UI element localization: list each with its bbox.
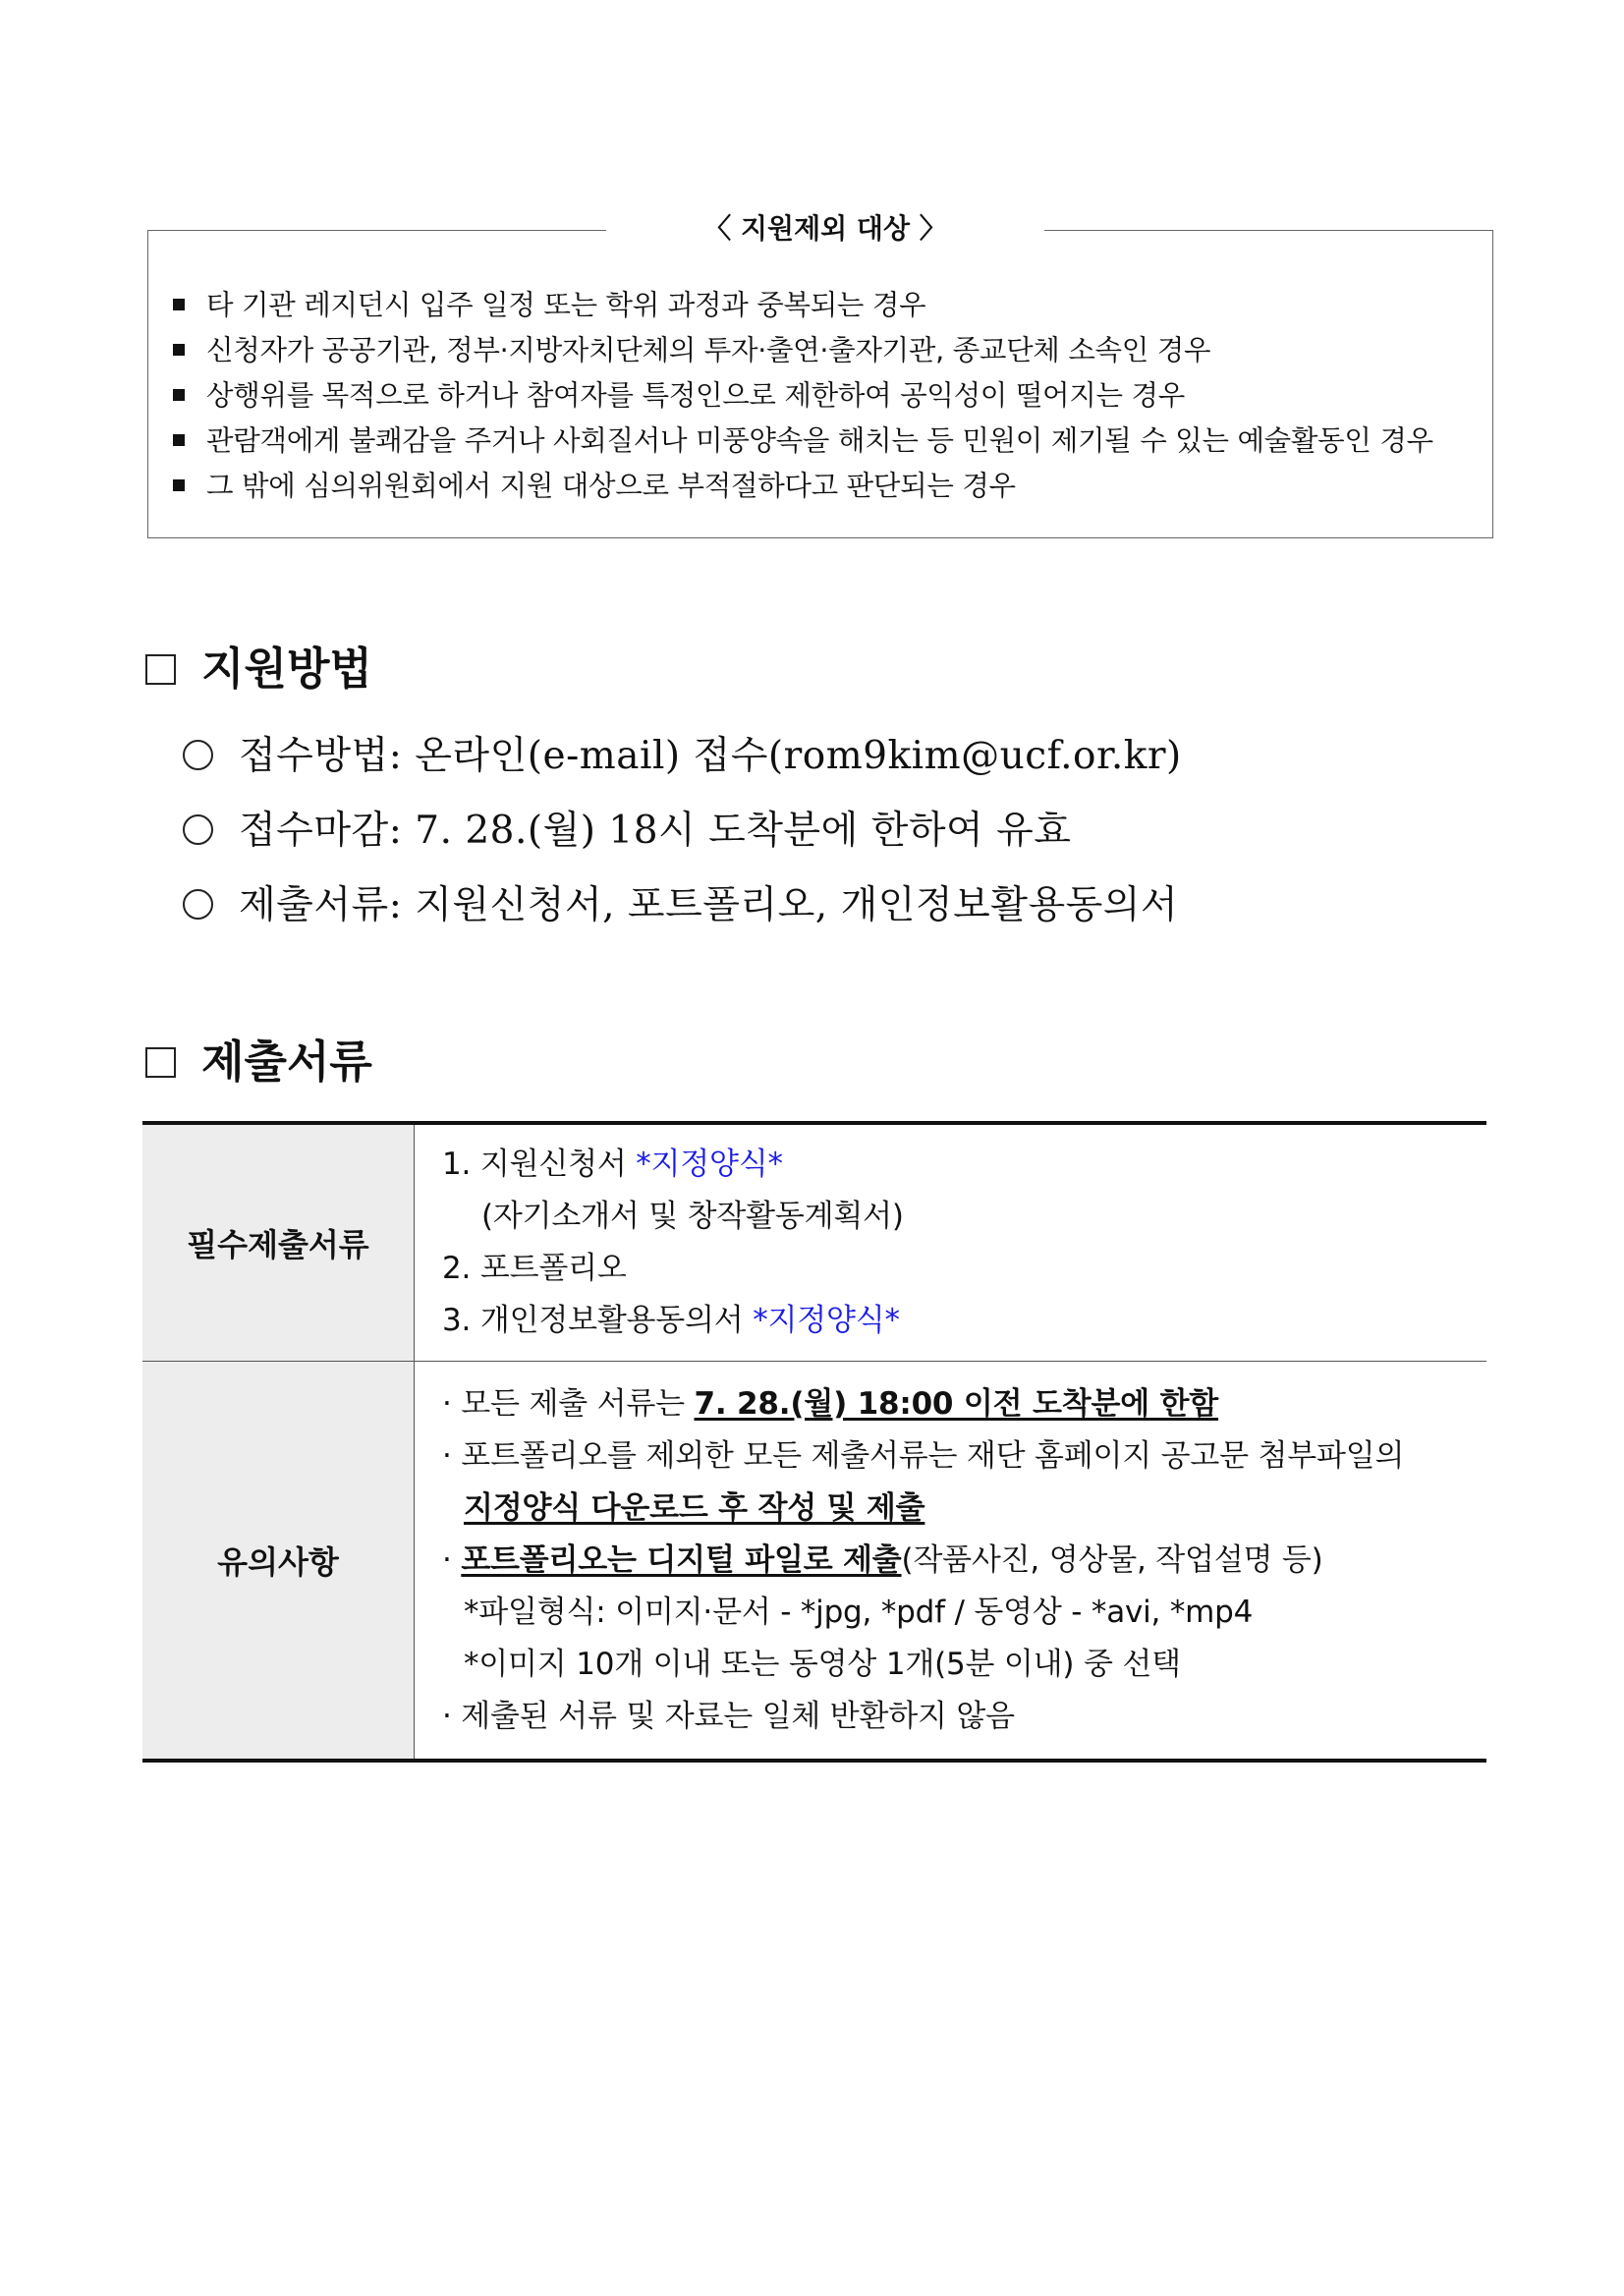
designated-form-tag: *지정양식* bbox=[753, 1303, 900, 1338]
note-line: · 모든 제출 서류는 7. 28.(월) 18:00 이전 도착분에 한함 bbox=[442, 1385, 1219, 1422]
exclusion-item bbox=[169, 419, 1433, 464]
required-item: 2. 포트폴리오 bbox=[442, 1251, 627, 1286]
required-docs-cell bbox=[415, 1123, 1487, 1362]
section-heading-text: 제출서류 bbox=[201, 1036, 372, 1088]
section-heading-text: 지원방법 bbox=[201, 643, 372, 695]
square-bullet-icon bbox=[173, 344, 185, 356]
exclusion-item-text: 타 기관 레지던시 입주 일정 또는 학위 과정과 중복되는 경우 bbox=[206, 289, 926, 321]
table-row bbox=[142, 1362, 1486, 1762]
exclusion-item bbox=[169, 464, 1433, 509]
method-label: 접수방법: bbox=[239, 734, 403, 778]
method-label: 접수마감: bbox=[239, 809, 403, 853]
notes-header: 유의사항 bbox=[142, 1362, 415, 1762]
notes-cell bbox=[415, 1362, 1487, 1762]
note-line: *이미지 10개 이내 또는 동영상 1개(5분 이내) 중 선택 bbox=[464, 1646, 1181, 1682]
section-heading-method bbox=[145, 642, 372, 697]
exclusion-title: 〈 지원제외 대상 〉 bbox=[606, 208, 1044, 250]
square-bullet-icon bbox=[173, 299, 185, 310]
designated-form-tag: *지정양식* bbox=[636, 1147, 783, 1182]
required-item: 1. 지원신청서 *지정양식* bbox=[442, 1147, 783, 1182]
circle-bullet-icon bbox=[183, 889, 213, 920]
checkbox-square-icon bbox=[145, 654, 176, 685]
exclusion-list bbox=[169, 283, 1433, 509]
required-item-sub: (자기소개서 및 창작활동계획서) bbox=[481, 1199, 904, 1234]
method-value: 지원신청서, 포트폴리오, 개인정보활용동의서 bbox=[415, 883, 1179, 927]
exclusion-item-text: 관람객에게 불쾌감을 주거나 사회질서나 미풍양속을 해치는 등 민원이 제기될 수 있는 예술활동인 경우 bbox=[206, 424, 1433, 457]
method-value: 온라인(e-mail) 접수(rom9kim@ucf.or.kr) bbox=[415, 734, 1182, 778]
circle-bullet-icon bbox=[183, 814, 213, 845]
required-item: 3. 개인정보활용동의서 *지정양식* bbox=[442, 1303, 900, 1338]
exclusion-item bbox=[169, 283, 1433, 328]
method-label: 제출서류: bbox=[239, 883, 403, 927]
documents-table bbox=[142, 1121, 1486, 1763]
method-row bbox=[183, 880, 1178, 931]
square-bullet-icon bbox=[173, 434, 185, 446]
note-line: · 제출된 서류 및 자료는 일체 반환하지 않음 bbox=[442, 1698, 1015, 1734]
method-value: 7. 28.(월) 18시 도착분에 한하여 유효 bbox=[415, 809, 1072, 853]
exclusion-item bbox=[169, 328, 1433, 373]
note-line: *파일형식: 이미지·문서 - *jpg, *pdf / 동영상 - *avi, *mp4 bbox=[464, 1594, 1254, 1630]
exclusion-item bbox=[169, 373, 1433, 419]
note-line: 지정양식 다운로드 후 작성 및 제출 bbox=[464, 1489, 925, 1526]
note-line: · 포트폴리오는 디지털 파일로 제출(작품사진, 영상물, 작업설명 등) bbox=[442, 1541, 1323, 1578]
exclusion-item-text: 신청자가 공공기관, 정부·지방자치단체의 투자·출연·출자기관, 종교단체 소속인 경우 bbox=[206, 334, 1211, 366]
method-row bbox=[183, 731, 1182, 782]
circle-bullet-icon bbox=[183, 740, 213, 770]
checkbox-square-icon bbox=[145, 1047, 176, 1078]
exclusion-item-text: 상행위를 목적으로 하거나 참여자를 특정인으로 제한하여 공익성이 떨어지는 경우 bbox=[206, 379, 1185, 412]
section-heading-documents bbox=[145, 1035, 372, 1090]
required-docs-header: 필수제출서류 bbox=[142, 1123, 415, 1362]
square-bullet-icon bbox=[173, 389, 185, 401]
method-row bbox=[183, 806, 1071, 857]
square-bullet-icon bbox=[173, 479, 185, 491]
exclusion-item-text: 그 밖에 심의위원회에서 지원 대상으로 부적절하다고 판단되는 경우 bbox=[206, 470, 1016, 502]
table-row bbox=[142, 1123, 1486, 1362]
note-line: · 포트폴리오를 제외한 모든 제출서류는 재단 홈페이지 공고문 첨부파일의 bbox=[442, 1437, 1405, 1474]
